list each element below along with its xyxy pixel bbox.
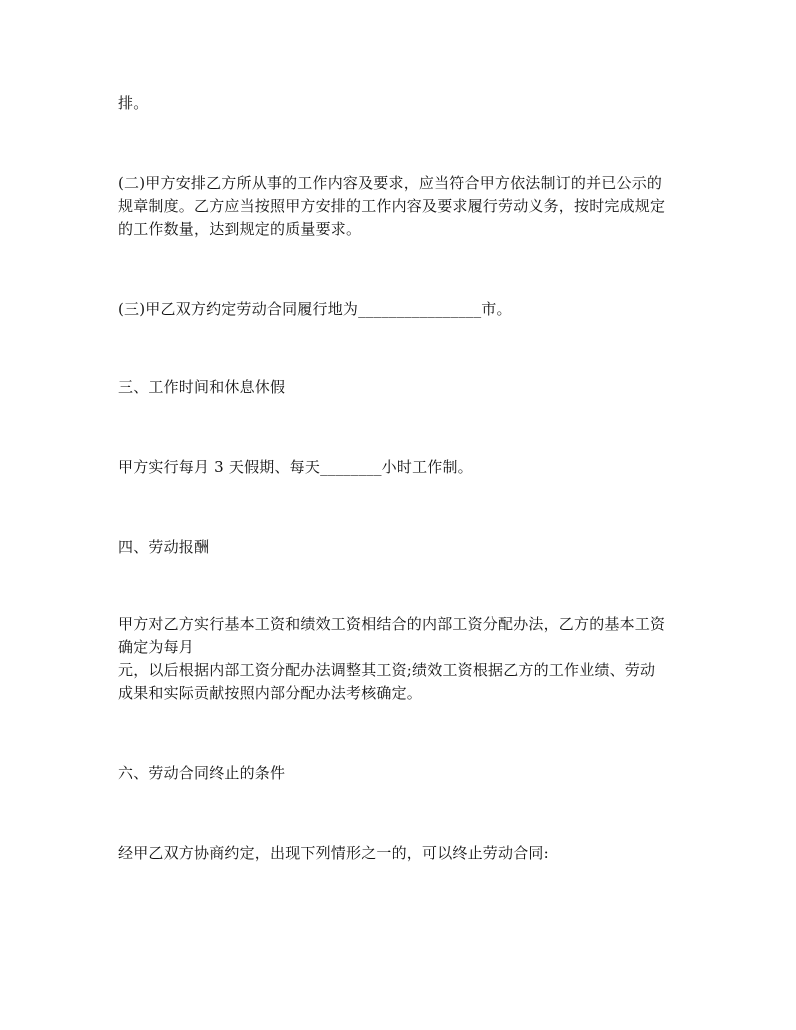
section-heading: 四、劳动报酬 <box>118 538 210 556</box>
text-line: 甲方对乙方实行基本工资和绩效工资相结合的内部工资分配办法，乙方的基本工资 <box>118 615 666 633</box>
section-heading: 三、工作时间和休息休假 <box>118 378 286 396</box>
text-line: 的工作数量，达到规定的质量要求。 <box>118 220 362 238</box>
text-line: 排。 <box>118 94 149 112</box>
text-line: 经甲乙双方协商约定，出现下列情形之一的，可以终止劳动合同: <box>118 844 549 862</box>
text-line: 确定为每月 <box>118 638 195 656</box>
text-line: (三)甲乙双方约定劳动合同履行地为________________市。 <box>118 300 512 318</box>
text-line: 规章制度。乙方应当按照甲方安排的工作内容及要求履行劳动义务，按时完成规定 <box>118 197 666 215</box>
text-line: (二)甲方安排乙方所从事的工作内容及要求，应当符合甲方依法制订的并已公示的 <box>118 174 663 192</box>
text-line: 甲方实行每月 3 天假期、每天________小时工作制。 <box>118 458 473 476</box>
text-line: 成果和实际贡献按照内部分配办法考核确定。 <box>118 684 423 702</box>
text-line: 元，以后根据内部工资分配办法调整其工资;绩效工资根据乙方的工作业绩、劳动 <box>118 661 656 679</box>
section-heading: 六、劳动合同终止的条件 <box>118 764 286 782</box>
